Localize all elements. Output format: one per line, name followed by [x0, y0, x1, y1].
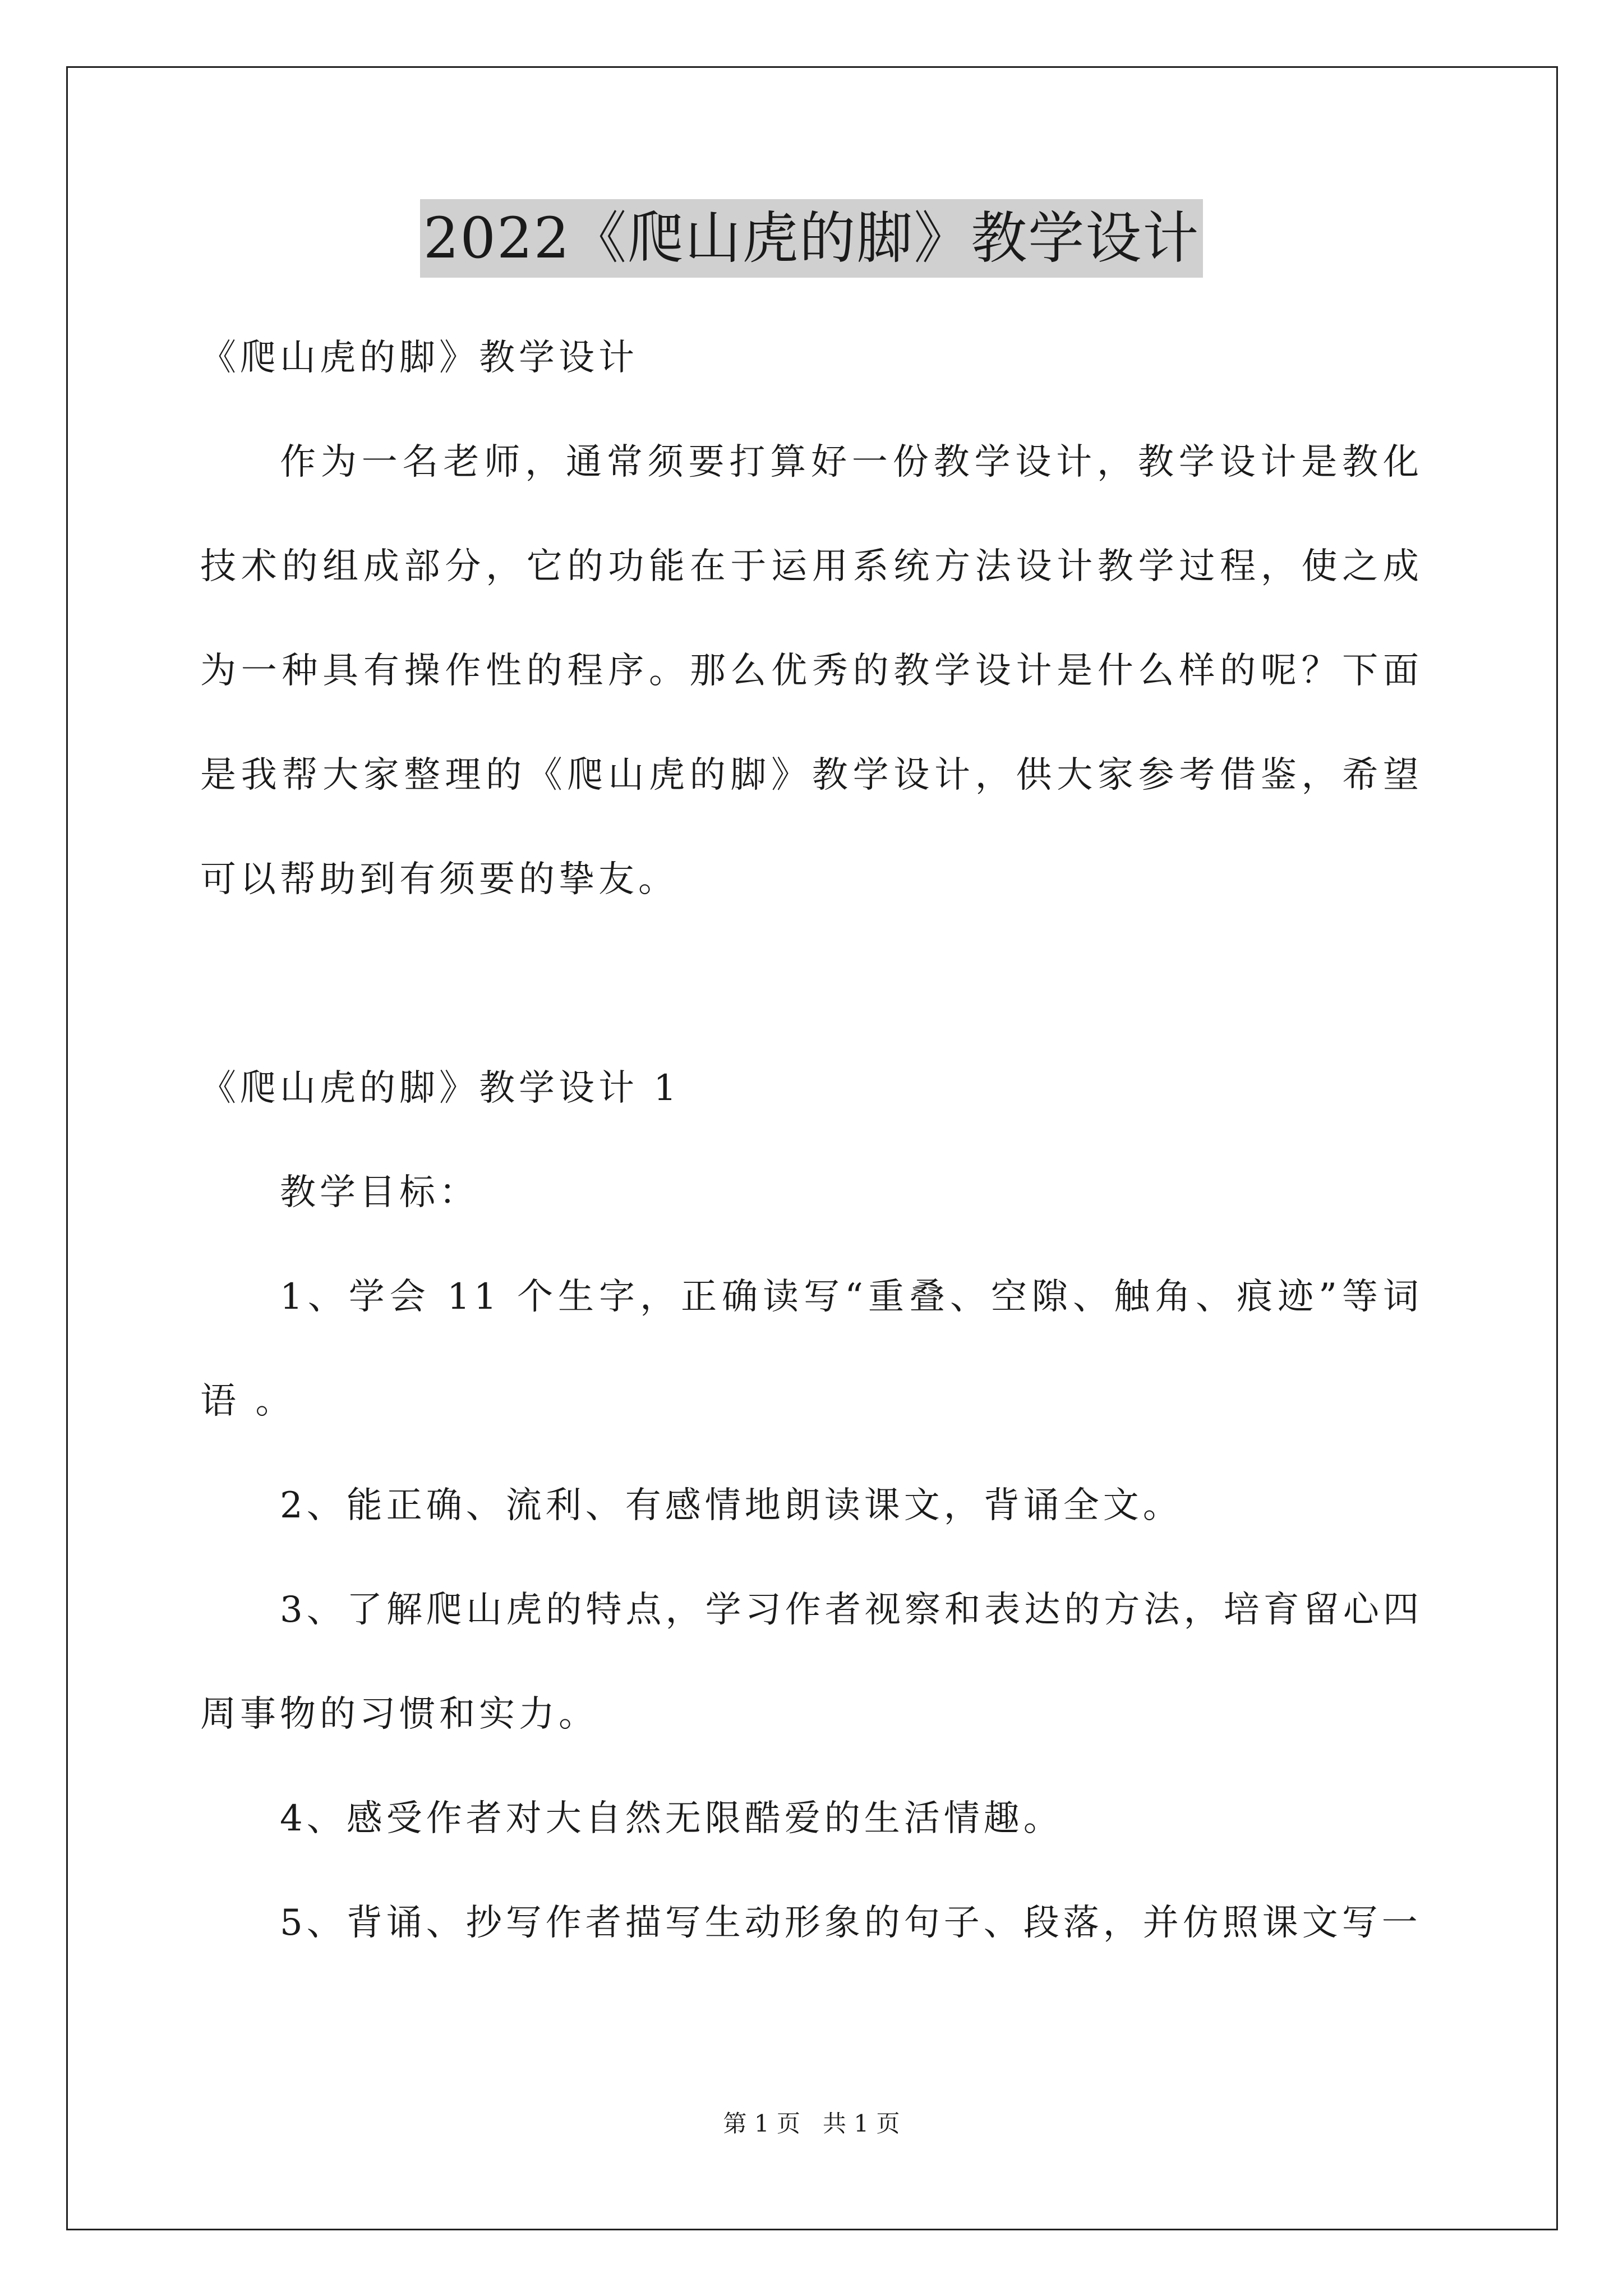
objective-item-3: 3、了解爬山虎的特点，学习作者视察和表达的方法，培育留心四周事物的习惯和实力。: [200, 1589, 1423, 1735]
paragraph-spacer: [200, 932, 1423, 1036]
objective-item-4: 4、感受作者对大自然无限酷爱的生活情趣。: [280, 1798, 1063, 1839]
objective-item-2: 2、能正确、流利、有感情地朗读课文，背诵全文。: [280, 1485, 1183, 1526]
document-title: 2022《爬山虎的脚》教学设计: [420, 199, 1204, 278]
page-footer: 第 1 页 共 1 页: [723, 2110, 900, 2137]
objective-item-5: 5、背诵、抄写作者描写生动形象的句子、段落，并仿照课文写一: [280, 1902, 1422, 1944]
objective-item-1: 1、学会 11 个生字，正确读写“重叠、空隙、触角、痕迹”等词语 。: [200, 1276, 1423, 1422]
section-heading: 《爬山虎的脚》教学设计: [200, 337, 638, 379]
intro-paragraph: 作为一名老师，通常须要打算好一份教学设计，教学设计是教化技术的组成部分，它的功能在于运用系统方法设计教学过程，使之成为一种具有操作性的程序。那么优秀的教学设计是什么样的呢？下面是我帮大家整理的《爬山虎的脚》教学设计，供大家参考借鉴，希望可以帮助到有须要的挚友。: [200, 441, 1423, 900]
title-container: [0, 199, 1623, 278]
document-body: [200, 306, 1423, 1975]
objectives-heading: 教学目标：: [280, 1172, 479, 1213]
section-heading-1: 《爬山虎的脚》教学设计 1: [200, 1068, 681, 1109]
